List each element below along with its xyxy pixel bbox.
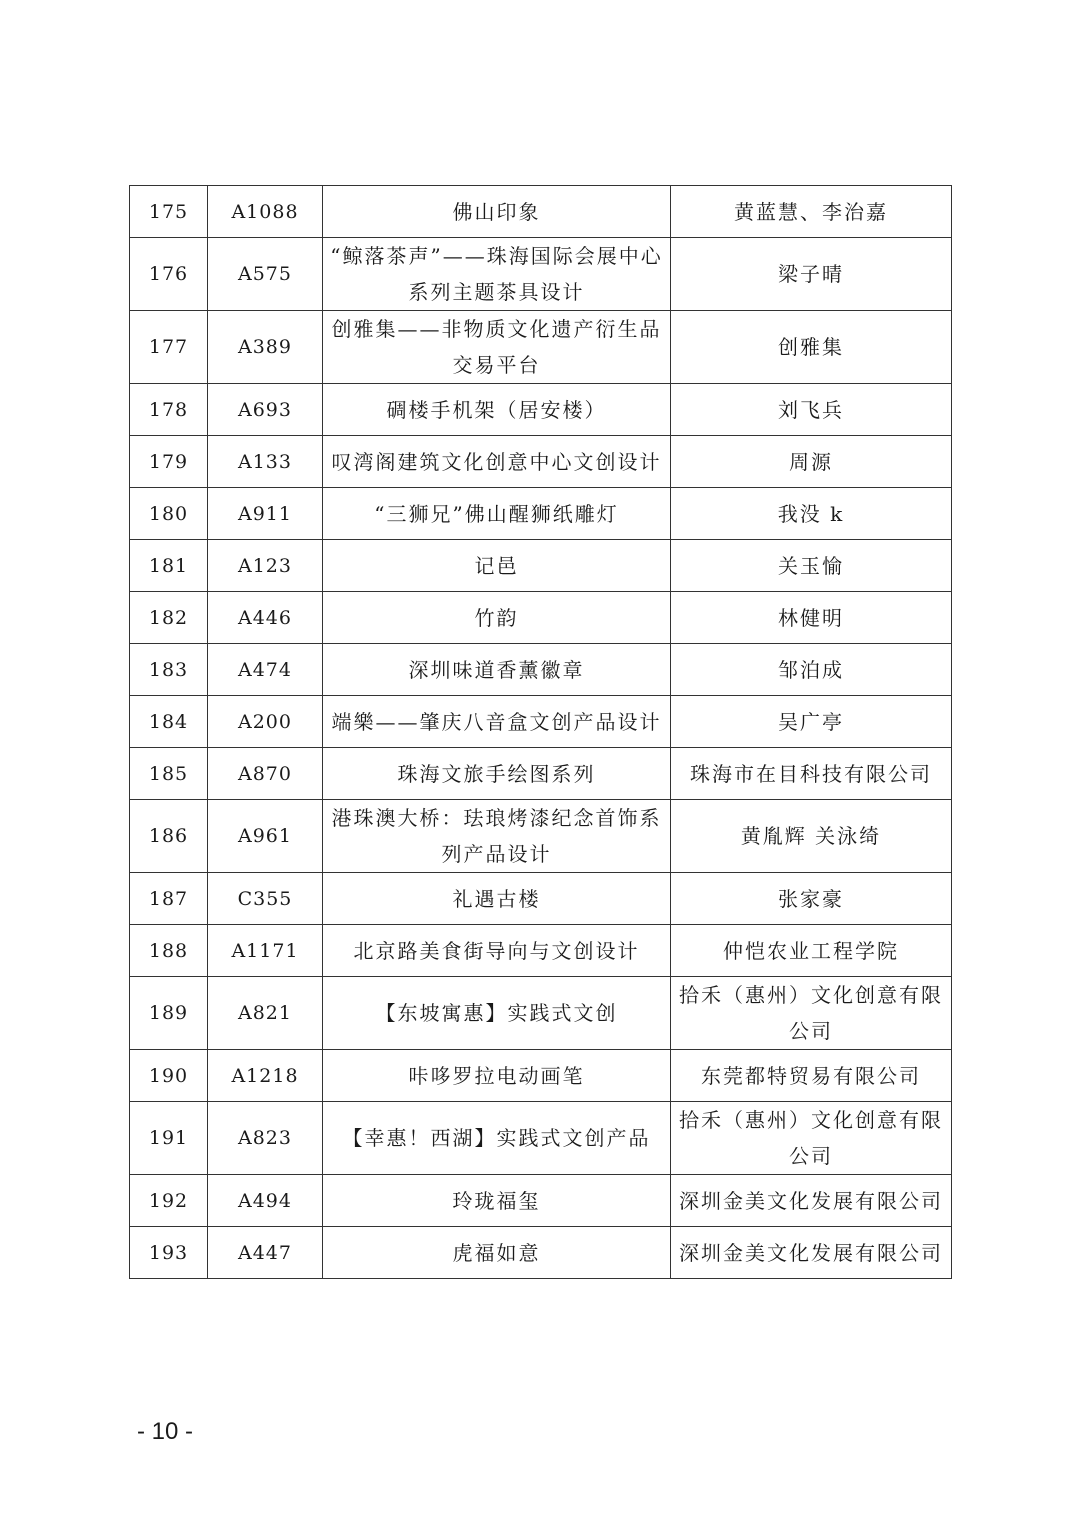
entry-author: 珠海市在目科技有限公司 — [671, 748, 952, 800]
entry-title: 【幸惠！西湖】实践式文创产品 — [323, 1102, 671, 1175]
page-number: - 10 - — [136, 1418, 193, 1445]
row-number: 176 — [130, 238, 208, 311]
entry-code: A494 — [208, 1175, 323, 1227]
entry-author: 拾禾（惠州）文化创意有限公司 — [671, 977, 952, 1050]
table-row — [130, 592, 952, 644]
entry-author: 深圳金美文化发展有限公司 — [671, 1227, 952, 1279]
table-row — [130, 696, 952, 748]
entry-code: A123 — [208, 540, 323, 592]
entry-code: A389 — [208, 311, 323, 384]
results-table — [129, 185, 952, 1279]
table-row — [130, 800, 952, 873]
entry-title: 创雅集——非物质文化遗产衍生品交易平台 — [323, 311, 671, 384]
row-number: 175 — [130, 186, 208, 238]
entry-title: 港珠澳大桥：珐琅烤漆纪念首饰系列产品设计 — [323, 800, 671, 873]
entry-title: 玲珑福玺 — [323, 1175, 671, 1227]
entry-title: 礼遇古楼 — [323, 873, 671, 925]
entry-code: A1171 — [208, 925, 323, 977]
entry-title: 深圳味道香薰徽章 — [323, 644, 671, 696]
entry-title: 竹韵 — [323, 592, 671, 644]
table-body — [130, 186, 952, 1279]
entry-code: A823 — [208, 1102, 323, 1175]
entry-code: A693 — [208, 384, 323, 436]
row-number: 187 — [130, 873, 208, 925]
row-number: 192 — [130, 1175, 208, 1227]
row-number: 186 — [130, 800, 208, 873]
entry-author: 张家豪 — [671, 873, 952, 925]
entry-code: A870 — [208, 748, 323, 800]
table-row — [130, 873, 952, 925]
row-number: 193 — [130, 1227, 208, 1279]
entry-code: A474 — [208, 644, 323, 696]
table-row — [130, 540, 952, 592]
entry-code: A200 — [208, 696, 323, 748]
table-row — [130, 488, 952, 540]
entry-author: 拾禾（惠州）文化创意有限公司 — [671, 1102, 952, 1175]
entry-author: 创雅集 — [671, 311, 952, 384]
row-number: 188 — [130, 925, 208, 977]
entry-author: 仲恺农业工程学院 — [671, 925, 952, 977]
table-row — [130, 186, 952, 238]
table-row — [130, 1175, 952, 1227]
entry-code: A821 — [208, 977, 323, 1050]
row-number: 185 — [130, 748, 208, 800]
entry-author: 吴广亭 — [671, 696, 952, 748]
entry-author: 深圳金美文化发展有限公司 — [671, 1175, 952, 1227]
entry-title: 咔哆罗拉电动画笔 — [323, 1050, 671, 1102]
entry-author: 黄胤辉 关泳绮 — [671, 800, 952, 873]
entry-title: 端樂——肇庆八音盒文创产品设计 — [323, 696, 671, 748]
entry-code: A575 — [208, 238, 323, 311]
entry-title: 佛山印象 — [323, 186, 671, 238]
row-number: 189 — [130, 977, 208, 1050]
table-row — [130, 748, 952, 800]
table-row — [130, 1227, 952, 1279]
row-number: 181 — [130, 540, 208, 592]
table-row — [130, 384, 952, 436]
entry-code: A911 — [208, 488, 323, 540]
table-row — [130, 644, 952, 696]
row-number: 180 — [130, 488, 208, 540]
entry-author: 刘飞兵 — [671, 384, 952, 436]
entry-title: “三狮兄”佛山醒狮纸雕灯 — [323, 488, 671, 540]
entry-author: 梁子晴 — [671, 238, 952, 311]
table-row — [130, 977, 952, 1050]
entry-title: 碉楼手机架（居安楼） — [323, 384, 671, 436]
entry-author: 东莞都特贸易有限公司 — [671, 1050, 952, 1102]
row-number: 182 — [130, 592, 208, 644]
table-row — [130, 311, 952, 384]
row-number: 190 — [130, 1050, 208, 1102]
row-number: 179 — [130, 436, 208, 488]
entry-code: A447 — [208, 1227, 323, 1279]
entry-code: A446 — [208, 592, 323, 644]
row-number: 184 — [130, 696, 208, 748]
entry-title: 珠海文旅手绘图系列 — [323, 748, 671, 800]
entry-title: 叹湾阁建筑文化创意中心文创设计 — [323, 436, 671, 488]
entry-code: A133 — [208, 436, 323, 488]
row-number: 178 — [130, 384, 208, 436]
table-row — [130, 238, 952, 311]
entry-author: 周源 — [671, 436, 952, 488]
row-number: 177 — [130, 311, 208, 384]
entry-author: 林健明 — [671, 592, 952, 644]
entry-code: A961 — [208, 800, 323, 873]
entry-author: 邹泊成 — [671, 644, 952, 696]
table-row — [130, 436, 952, 488]
entry-title: 记邑 — [323, 540, 671, 592]
entry-title: “鲸落茶声”——珠海国际会展中心系列主题茶具设计 — [323, 238, 671, 311]
entry-code: C355 — [208, 873, 323, 925]
entry-author: 关玉愉 — [671, 540, 952, 592]
row-number: 191 — [130, 1102, 208, 1175]
entry-author: 黄蓝慧、李治嘉 — [671, 186, 952, 238]
table-row — [130, 1050, 952, 1102]
table-row — [130, 1102, 952, 1175]
row-number: 183 — [130, 644, 208, 696]
entry-author: 我没 k — [671, 488, 952, 540]
table-row — [130, 925, 952, 977]
entry-title: 虎福如意 — [323, 1227, 671, 1279]
entry-code: A1088 — [208, 186, 323, 238]
entry-title: 【东坡寓惠】实践式文创 — [323, 977, 671, 1050]
entry-code: A1218 — [208, 1050, 323, 1102]
entry-title: 北京路美食街导向与文创设计 — [323, 925, 671, 977]
